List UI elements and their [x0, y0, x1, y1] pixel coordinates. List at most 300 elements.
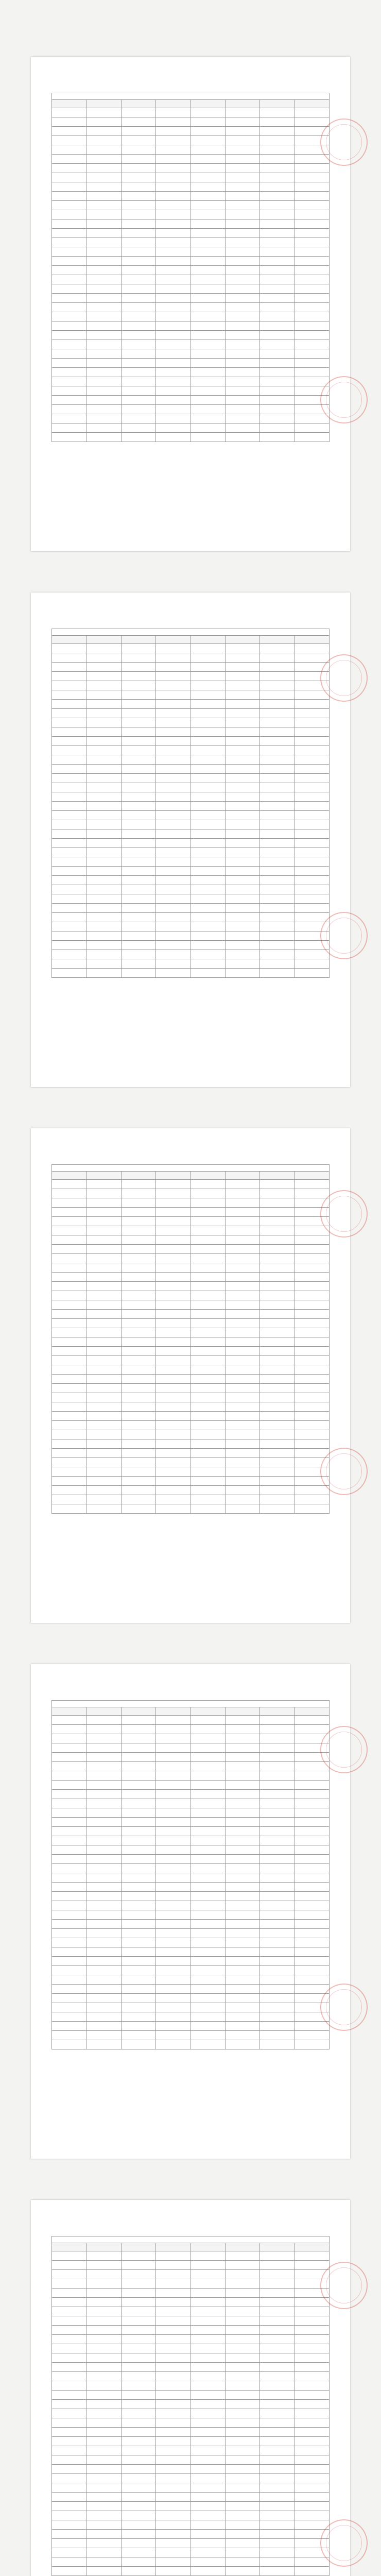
table-cell — [295, 238, 329, 247]
table-cell — [190, 247, 225, 257]
table-cell — [52, 1827, 86, 1836]
table-cell — [190, 1495, 225, 1504]
table-caption-row — [51, 1164, 330, 1171]
table-cell — [190, 1486, 225, 1495]
table-cell — [295, 433, 329, 442]
table-row — [52, 2428, 330, 2437]
table-cell — [295, 1790, 329, 1799]
table-row — [52, 2012, 330, 2022]
table-cell — [295, 1439, 329, 1449]
table-cell — [86, 2372, 121, 2381]
table-cell — [295, 377, 329, 386]
table-cell — [156, 201, 190, 210]
table-cell — [121, 257, 155, 266]
table-cell — [260, 1198, 295, 1208]
table-cell — [156, 1966, 190, 1975]
table-row — [52, 1873, 330, 1883]
table-cell — [225, 1734, 259, 1743]
table-cell — [225, 1180, 259, 1189]
table-cell — [190, 2446, 225, 2455]
table-cell — [52, 377, 86, 386]
table-cell — [156, 1430, 190, 1439]
table-cell — [225, 783, 259, 792]
table-cell — [86, 2012, 121, 2022]
table-cell — [260, 1412, 295, 1421]
table-cell — [295, 1282, 329, 1291]
table-cell — [190, 653, 225, 663]
table-cell — [121, 1430, 155, 1439]
table-cell — [121, 1245, 155, 1254]
table-cell — [121, 857, 155, 867]
table-cell — [225, 1762, 259, 1771]
table-cell — [225, 2307, 259, 2316]
table-cell — [86, 2363, 121, 2372]
table-cell — [52, 672, 86, 681]
table-cell — [190, 396, 225, 405]
table-cell — [225, 1966, 259, 1975]
table-cell — [52, 266, 86, 275]
table-cell — [225, 672, 259, 681]
table-row — [52, 2502, 330, 2511]
table-row — [52, 238, 330, 247]
table-cell — [295, 1254, 329, 1263]
table-cell — [156, 1845, 190, 1855]
table-cell — [260, 127, 295, 136]
table-row — [52, 423, 330, 433]
table-cell — [260, 941, 295, 950]
table-cell — [86, 755, 121, 765]
table-row — [52, 321, 330, 331]
table-cell — [225, 257, 259, 266]
table-cell — [260, 1790, 295, 1799]
table-cell — [295, 848, 329, 857]
table-cell — [260, 229, 295, 238]
table-cell — [225, 1208, 259, 1217]
table-cell — [52, 1771, 86, 1781]
table-cell — [260, 802, 295, 811]
table-cell — [295, 1947, 329, 1957]
table-cell — [260, 829, 295, 839]
table-cell — [295, 653, 329, 663]
table-cell — [156, 368, 190, 377]
table-cell — [121, 1384, 155, 1393]
table-cell — [225, 1771, 259, 1781]
table-cell — [86, 1938, 121, 1947]
table-row — [52, 959, 330, 969]
table-cell — [295, 1883, 329, 1892]
table-cell — [156, 1477, 190, 1486]
table-row — [52, 718, 330, 727]
table-cell — [121, 839, 155, 848]
table-cell — [295, 746, 329, 755]
table-row — [52, 2261, 330, 2270]
table-cell — [190, 201, 225, 210]
table-cell — [260, 1504, 295, 1514]
column-header — [86, 1172, 121, 1180]
table-cell — [225, 1947, 259, 1957]
table-cell — [295, 1781, 329, 1790]
table-cell — [260, 1263, 295, 1273]
table-cell — [190, 1282, 225, 1291]
table-cell — [86, 1762, 121, 1771]
table-cell — [121, 2428, 155, 2437]
column-header — [52, 1172, 86, 1180]
table-cell — [225, 284, 259, 294]
table-row — [52, 284, 330, 294]
table-cell — [86, 1873, 121, 1883]
table-cell — [190, 1421, 225, 1430]
table-cell — [156, 1198, 190, 1208]
table-cell — [190, 1901, 225, 1910]
table-cell — [86, 839, 121, 848]
table-cell — [86, 349, 121, 359]
table-cell — [86, 2455, 121, 2465]
table-cell — [52, 1384, 86, 1393]
table-cell — [156, 2409, 190, 2418]
table-cell — [225, 2363, 259, 2372]
table-cell — [190, 331, 225, 340]
table-cell — [190, 1328, 225, 1337]
table-cell — [190, 405, 225, 414]
table-cell — [86, 238, 121, 247]
table-cell — [52, 2307, 86, 2316]
table-cell — [86, 894, 121, 904]
table-cell — [190, 774, 225, 783]
table-cell — [52, 433, 86, 442]
table-cell — [86, 331, 121, 340]
table-cell — [190, 1402, 225, 1412]
table-cell — [121, 2539, 155, 2548]
table-cell — [86, 2502, 121, 2511]
table-cell — [260, 1421, 295, 1430]
table-cell — [52, 1725, 86, 1734]
table-cell — [121, 192, 155, 201]
table-cell — [52, 1245, 86, 1254]
table-cell — [190, 848, 225, 857]
table-row — [52, 192, 330, 201]
table-cell — [86, 1347, 121, 1356]
table-cell — [86, 829, 121, 839]
table-cell — [156, 802, 190, 811]
table-cell — [121, 1957, 155, 1966]
table-cell — [225, 1901, 259, 1910]
table-cell — [156, 2372, 190, 2381]
table-cell — [52, 2040, 86, 2049]
table-row — [52, 312, 330, 321]
table-cell — [260, 2437, 295, 2446]
table-cell — [156, 2298, 190, 2307]
table-cell — [121, 1412, 155, 1421]
table-cell — [260, 1384, 295, 1393]
table-cell — [52, 2437, 86, 2446]
table-cell — [260, 904, 295, 913]
table-cell — [121, 2418, 155, 2428]
column-header — [225, 1707, 259, 1716]
table-cell — [121, 2316, 155, 2326]
table-cell — [86, 718, 121, 727]
table-cell — [52, 2493, 86, 2502]
table-cell — [156, 386, 190, 396]
table-row — [52, 1790, 330, 1799]
table-row — [52, 746, 330, 755]
table-cell — [225, 1356, 259, 1365]
table-cell — [52, 405, 86, 414]
table-cell — [225, 219, 259, 229]
table-cell — [121, 1504, 155, 1514]
table-row — [52, 1855, 330, 1864]
table-cell — [190, 1504, 225, 1514]
table-cell — [86, 1994, 121, 2003]
column-header — [225, 2243, 259, 2251]
table-row — [52, 1402, 330, 1412]
table-cell — [225, 1458, 259, 1467]
table-cell — [260, 275, 295, 284]
table-cell — [86, 1430, 121, 1439]
table-cell — [52, 2298, 86, 2307]
column-header — [121, 2243, 155, 2251]
table-cell — [156, 941, 190, 950]
table-cell — [190, 1743, 225, 1753]
table-cell — [295, 2031, 329, 2040]
table-cell — [52, 2251, 86, 2261]
table-cell — [295, 2261, 329, 2270]
table-cell — [52, 1263, 86, 1273]
table-row — [52, 644, 330, 653]
table-cell — [86, 1957, 121, 1966]
table-cell — [52, 2557, 86, 2567]
table-cell — [295, 1864, 329, 1873]
table-cell — [52, 359, 86, 368]
table-cell — [121, 1892, 155, 1901]
table-cell — [260, 1873, 295, 1883]
column-header — [295, 100, 329, 108]
table-cell — [121, 681, 155, 690]
table-cell — [52, 2326, 86, 2335]
table-cell — [295, 182, 329, 192]
table-cell — [225, 2511, 259, 2520]
table-cell — [260, 681, 295, 690]
table-cell — [225, 238, 259, 247]
table-row — [52, 857, 330, 867]
table-cell — [190, 672, 225, 681]
table-cell — [225, 2437, 259, 2446]
table-cell — [156, 2289, 190, 2298]
table-cell — [295, 2446, 329, 2455]
table-cell — [190, 802, 225, 811]
table-cell — [121, 1467, 155, 1477]
table-cell — [156, 1920, 190, 1929]
table-cell — [52, 1365, 86, 1375]
table-cell — [260, 2031, 295, 2040]
table-cell — [190, 2031, 225, 2040]
table-cell — [225, 1263, 259, 1273]
table-cell — [156, 1328, 190, 1337]
table-cell — [225, 2391, 259, 2400]
table-cell — [52, 1254, 86, 1263]
table-cell — [156, 1734, 190, 1743]
table-cell — [156, 321, 190, 331]
table-cell — [156, 257, 190, 266]
table-cell — [260, 303, 295, 312]
table-cell — [121, 2031, 155, 2040]
table-cell — [190, 1449, 225, 1458]
table-cell — [121, 396, 155, 405]
table-cell — [190, 2483, 225, 2493]
table-cell — [121, 941, 155, 950]
table-cell — [260, 1458, 295, 1467]
table-cell — [121, 792, 155, 802]
table-cell — [190, 1836, 225, 1845]
table-cell — [295, 2326, 329, 2335]
table-cell — [121, 904, 155, 913]
table-cell — [260, 1975, 295, 1985]
table-cell — [121, 2335, 155, 2344]
table-cell — [260, 2557, 295, 2567]
table-cell — [260, 1347, 295, 1356]
table-cell — [121, 303, 155, 312]
table-cell — [260, 1836, 295, 1845]
table-cell — [156, 2353, 190, 2363]
table-cell — [295, 1180, 329, 1189]
table-cell — [260, 2363, 295, 2372]
table-cell — [295, 839, 329, 848]
table-cell — [156, 1291, 190, 1300]
table-cell — [121, 1762, 155, 1771]
table-cell — [295, 2493, 329, 2502]
table-cell — [225, 2022, 259, 2031]
table-cell — [295, 876, 329, 885]
table-cell — [260, 1864, 295, 1873]
table-cell — [225, 1189, 259, 1198]
table-cell — [260, 2335, 295, 2344]
table-row — [52, 405, 330, 414]
table-cell — [121, 1217, 155, 1226]
table-cell — [156, 2307, 190, 2316]
table-cell — [225, 2474, 259, 2483]
table-cell — [190, 1716, 225, 1725]
table-cell — [295, 718, 329, 727]
table-cell — [225, 700, 259, 709]
table-row — [52, 368, 330, 377]
table-cell — [156, 414, 190, 423]
table-cell — [190, 2040, 225, 2049]
table-cell — [190, 1393, 225, 1402]
table-row — [52, 2251, 330, 2261]
table-cell — [52, 2335, 86, 2344]
table-cell — [52, 2022, 86, 2031]
table-cell — [260, 1189, 295, 1198]
column-header — [225, 636, 259, 644]
table-cell — [156, 1393, 190, 1402]
table-row — [52, 1208, 330, 1217]
table-cell — [86, 1235, 121, 1245]
table-cell — [225, 2502, 259, 2511]
table-cell — [86, 1310, 121, 1319]
table-cell — [52, 2465, 86, 2474]
table-cell — [86, 2261, 121, 2270]
table-cell — [86, 792, 121, 802]
table-cell — [260, 1716, 295, 1725]
table-cell — [121, 1781, 155, 1790]
table-cell — [86, 2511, 121, 2520]
table-row — [52, 737, 330, 746]
table-cell — [86, 1966, 121, 1975]
table-cell — [295, 755, 329, 765]
table-cell — [121, 2511, 155, 2520]
table-row — [52, 1808, 330, 1818]
table-cell — [86, 359, 121, 368]
table-row — [52, 1291, 330, 1300]
table-cell — [52, 2344, 86, 2353]
column-header — [86, 2243, 121, 2251]
table-cell — [295, 284, 329, 294]
table-row — [52, 941, 330, 950]
table-cell — [260, 108, 295, 117]
table-cell — [52, 1864, 86, 1873]
table-cell — [260, 1477, 295, 1486]
table-cell — [225, 433, 259, 442]
table-cell — [52, 247, 86, 257]
table-cell — [156, 2474, 190, 2483]
table-cell — [260, 1226, 295, 1235]
table-cell — [121, 201, 155, 210]
table-cell — [295, 1845, 329, 1855]
table-cell — [52, 2031, 86, 2040]
table-cell — [156, 192, 190, 201]
table-cell — [156, 1495, 190, 1504]
table-row — [52, 765, 330, 774]
table-row — [52, 1762, 330, 1771]
table-cell — [121, 1808, 155, 1818]
table-cell — [52, 2353, 86, 2363]
table-row — [52, 257, 330, 266]
table-cell — [225, 145, 259, 155]
table-cell — [121, 2409, 155, 2418]
column-header — [52, 636, 86, 644]
table-cell — [295, 2418, 329, 2428]
table-cell — [156, 829, 190, 839]
table-cell — [295, 1421, 329, 1430]
table-cell — [190, 108, 225, 117]
table-cell — [121, 1477, 155, 1486]
table-cell — [156, 2548, 190, 2557]
table-cell — [52, 182, 86, 192]
table-cell — [156, 229, 190, 238]
table-cell — [156, 312, 190, 321]
table-cell — [86, 1477, 121, 1486]
table-row — [52, 108, 330, 117]
table-cell — [156, 2437, 190, 2446]
table-cell — [156, 1319, 190, 1328]
table-cell — [52, 1477, 86, 1486]
table-cell — [260, 765, 295, 774]
table-cell — [190, 765, 225, 774]
table-cell — [52, 663, 86, 672]
table-cell — [225, 867, 259, 876]
table-cell — [190, 2428, 225, 2437]
table-cell — [190, 2400, 225, 2409]
table-cell — [52, 331, 86, 340]
table-cell — [190, 681, 225, 690]
table-cell — [225, 377, 259, 386]
table-cell — [225, 1347, 259, 1356]
table-row — [52, 904, 330, 913]
table-cell — [52, 368, 86, 377]
table-cell — [156, 857, 190, 867]
table-cell — [52, 108, 86, 117]
table-cell — [156, 1439, 190, 1449]
table-cell — [156, 275, 190, 284]
